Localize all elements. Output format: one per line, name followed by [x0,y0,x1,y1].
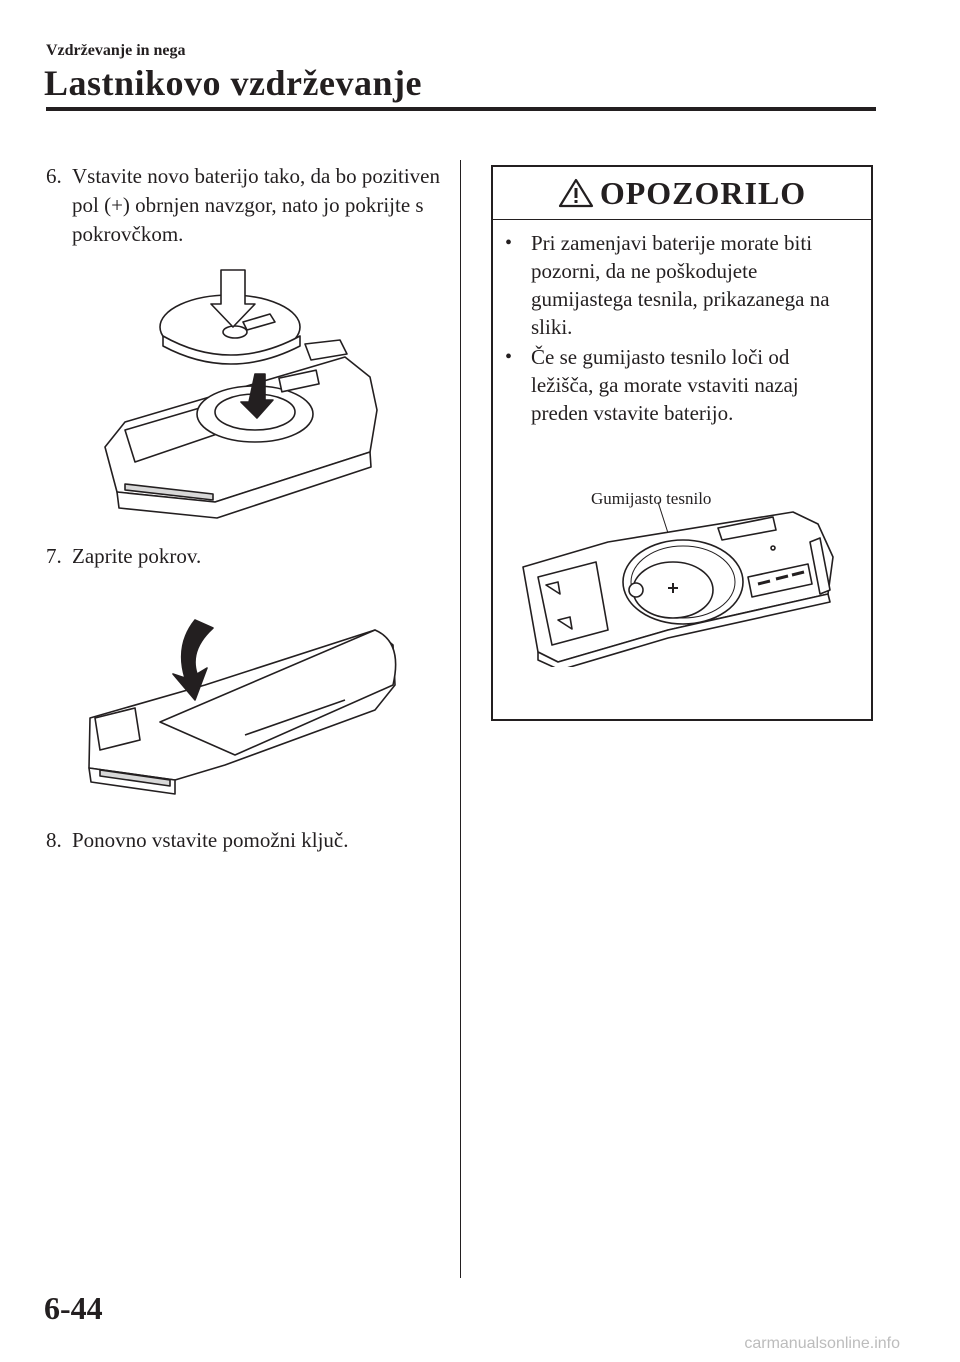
warning-triangle-icon [558,178,594,208]
step-text: Ponovno vstavite pomožni ključ. [72,828,349,852]
warning-title: OPOZORILO [599,174,807,211]
title-rule [46,107,876,111]
warning-bullet-text: Pri zamenjavi baterije morate biti pozorni, da ne poškodujete gumijastega tesnila, prikazanega na sliki. [531,231,830,339]
warning-bullet [505,229,845,341]
gasket-callout-label: Gumijasto tesnilo [591,489,712,508]
footer-watermark[interactable]: carmanualsonline.info [744,1335,900,1352]
gasket-illustration [518,502,848,667]
step-6 [46,162,446,249]
step-text: Vstavite novo baterijo tako, da bo pozitiven pol (+) obrnjen navzgor, nato jo pokrijte s pokrovčkom. [72,164,440,246]
step-text: Zaprite pokrov. [72,544,202,568]
bullet-dot-icon: • [505,346,513,368]
warning-bullet-text: Če se gumijasto tesnilo loči od ležišča, ga morate vstaviti nazaj preden vstavite baterijo. [531,345,799,425]
close-cover-illustration [75,590,400,800]
step-7 [46,542,446,571]
warning-bullet [505,343,845,427]
warning-header [493,167,871,220]
step-number: 8. [46,828,62,852]
warning-box [491,165,873,721]
step-8 [46,826,446,855]
battery-insert-illustration [95,262,385,527]
column-divider [460,160,461,1278]
page-title: Lastnikovo vzdrževanje [44,63,422,103]
step-number: 6. [46,164,62,188]
section-label: Vzdrževanje in nega [46,42,186,59]
page-number: 6-44 [44,1290,103,1326]
step-number: 7. [46,544,62,568]
bullet-dot-icon: • [505,232,513,254]
